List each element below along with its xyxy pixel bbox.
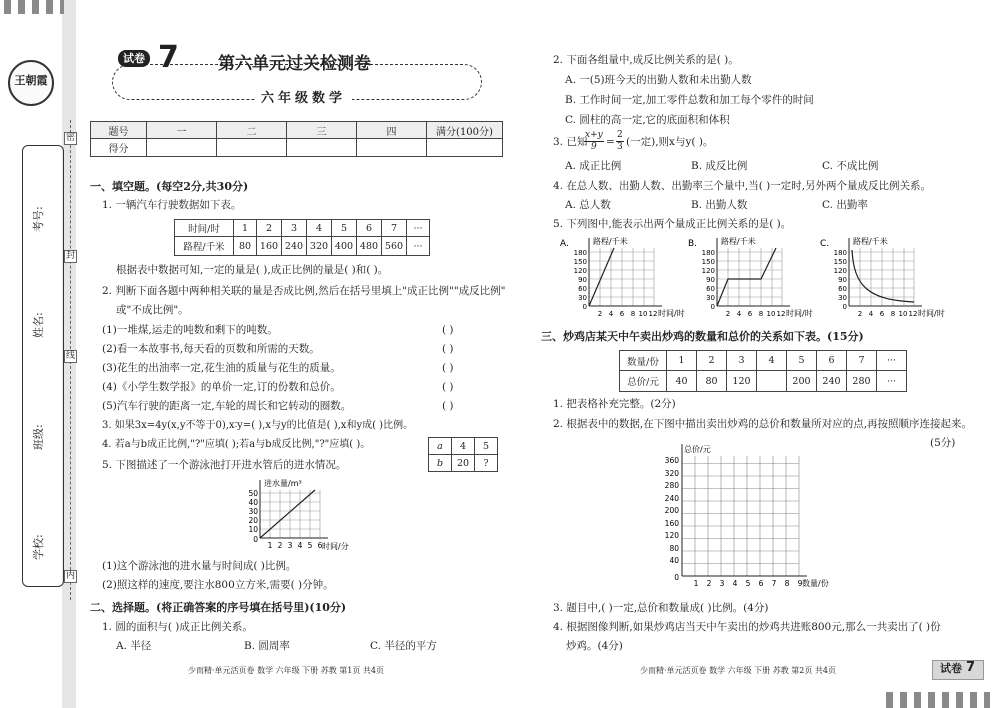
tick: 0 bbox=[253, 535, 258, 544]
label-exam-no: 考号: bbox=[32, 206, 45, 232]
binding-margin bbox=[0, 0, 76, 708]
tick: 60 bbox=[838, 285, 847, 293]
paper-subtitle: 六年级数学 bbox=[255, 91, 352, 107]
s1-q2-line1: 2. 判断下面各题中两种相关联的量是否成比例,然后在括号里填上"成正比例""成反比例" bbox=[102, 285, 506, 297]
tick: 30 bbox=[578, 294, 587, 302]
tick: 60 bbox=[706, 285, 715, 293]
tick: 2 bbox=[277, 541, 283, 550]
tbl-cell: a bbox=[429, 438, 452, 455]
tbl-cell: ··· bbox=[877, 351, 907, 371]
tbl-cell: 40 bbox=[667, 371, 697, 392]
section3-heading: 三、炒鸡店某天中午卖出炒鸡的数量和总价的关系如下表。(15分) bbox=[541, 330, 864, 343]
tick: 4 bbox=[736, 310, 742, 318]
score-col-total: 满分(100分) bbox=[427, 122, 503, 139]
tbl-cell: 200 bbox=[787, 371, 817, 392]
tbl-cell: 3 bbox=[727, 351, 757, 371]
s1-travel-table bbox=[174, 219, 430, 256]
logo-text: 王朝霞 bbox=[14, 74, 48, 87]
s2-q3-lead: 3. 已知 bbox=[553, 136, 588, 148]
tick: 30 bbox=[248, 507, 258, 516]
s2-q4-optC[interactable]: C. 出勤率 bbox=[822, 199, 868, 211]
s3-q2: 2. 根据表中的数据,在下图中描出卖出炒鸡的总价和数量所对应的点,再按照顺序连接起来。 bbox=[553, 418, 973, 430]
tick: 40 bbox=[248, 498, 258, 507]
score-col: 三 bbox=[287, 122, 357, 139]
paper-tag-number: 7 bbox=[966, 660, 976, 675]
tbl-cell: 总价/元 bbox=[620, 371, 667, 392]
s3-price-table bbox=[619, 350, 907, 392]
tick: 200 bbox=[664, 506, 679, 515]
tick: 50 bbox=[248, 489, 258, 498]
tick: 150 bbox=[833, 258, 847, 266]
tbl-cell: 20 bbox=[452, 455, 475, 472]
s1-q2-item: (2)看一本故事书,每天看的页数和所需的天数。 bbox=[102, 343, 320, 355]
s2-q2-optB[interactable]: B. 工作时间一定,加工零件总数和加工每个零件的时间 bbox=[565, 94, 814, 106]
score-cell[interactable] bbox=[287, 139, 357, 157]
tick: 30 bbox=[838, 294, 847, 302]
tick: 1 bbox=[267, 541, 273, 550]
tick: 320 bbox=[664, 469, 679, 478]
graph-c-curve bbox=[852, 250, 914, 302]
tick: 12 bbox=[776, 310, 786, 318]
footer-right: 少而精·单元活页卷 数学 六年级 下册 苏教 第2页 共4页 bbox=[640, 666, 836, 675]
tbl-cell: ··· bbox=[877, 371, 907, 392]
label-name: 姓名: bbox=[32, 312, 45, 338]
frac-den: 9 bbox=[590, 142, 597, 152]
tick: 8 bbox=[784, 579, 790, 588]
tick: 9 bbox=[797, 579, 803, 588]
tbl-cell: 240 bbox=[817, 371, 847, 392]
s2-q3-tail: (一定),则x与y( )。 bbox=[626, 136, 714, 148]
tbl-cell: 2 bbox=[697, 351, 727, 371]
tbl-cell: 80 bbox=[697, 371, 727, 392]
tbl-cell: 4 bbox=[757, 351, 787, 371]
score-cell[interactable] bbox=[427, 139, 503, 157]
tbl-cell: ··· bbox=[407, 220, 430, 237]
pool-graph bbox=[232, 476, 362, 554]
tbl-cell: 7 bbox=[847, 351, 877, 371]
section2-heading: 二、选择题。(将正确答案的序号填在括号里)(10分) bbox=[90, 601, 347, 614]
graph-b-label: B. bbox=[688, 239, 698, 249]
s2-q3-eq: = bbox=[606, 136, 615, 148]
tick: 4 bbox=[608, 310, 614, 318]
s1-q1-blank: 根据表中数据可知,一定的量是( ),成正比例的量是( )和( )。 bbox=[116, 264, 389, 276]
tick: 90 bbox=[578, 276, 587, 284]
score-table bbox=[90, 121, 503, 157]
tick: 0 bbox=[710, 303, 715, 311]
tick: 150 bbox=[701, 258, 715, 266]
tbl-cell: b bbox=[429, 455, 452, 472]
tick: 4 bbox=[297, 541, 303, 550]
answer-paren[interactable]: ( ) bbox=[442, 381, 454, 393]
tick: 5 bbox=[745, 579, 751, 588]
s2-q3-optB[interactable]: B. 成反比例 bbox=[691, 160, 748, 172]
tick: 0 bbox=[582, 303, 587, 311]
tick: 280 bbox=[664, 481, 679, 490]
paper-tag-label: 试卷 bbox=[940, 662, 962, 675]
s1-q2-item: (4)《小学生数学报》的单价一定,订的份数和总价。 bbox=[102, 381, 341, 393]
tick: 6 bbox=[747, 310, 753, 318]
tick: 2 bbox=[706, 579, 712, 588]
seal-char-1: 密 bbox=[66, 133, 76, 143]
s2-q3-fraction2 bbox=[616, 130, 624, 153]
pool-ylabel: 进水量/m³ bbox=[264, 479, 302, 488]
tick: 0 bbox=[674, 573, 679, 582]
s3-q1: 1. 把表格补充完整。(2分) bbox=[553, 398, 676, 410]
tick: 12 bbox=[648, 310, 658, 318]
tick: 120 bbox=[573, 267, 587, 275]
score-col: 四 bbox=[357, 122, 427, 139]
graph-xlabel: 时间/时 bbox=[658, 309, 685, 318]
pool-line bbox=[260, 490, 315, 538]
s1-q4: 4. 若a与b成正比例,"?"应填( );若a与b成反比例,"?"应填( )。 bbox=[102, 439, 371, 450]
tick: 120 bbox=[701, 267, 715, 275]
pool-yticks bbox=[248, 489, 258, 544]
score-cell[interactable] bbox=[147, 139, 217, 157]
s1-q1: 1. 一辆汽车行驶数据如下表。 bbox=[102, 199, 242, 211]
price-ylabel: 总价/元 bbox=[684, 445, 711, 454]
s2-q3-optA[interactable]: A. 成正比例 bbox=[565, 160, 622, 172]
graph-c-label: C. bbox=[820, 239, 830, 249]
graph-c[interactable] bbox=[820, 236, 945, 318]
tbl-cell: 6 bbox=[357, 220, 382, 237]
tbl-cell: 5 bbox=[787, 351, 817, 371]
tick: 10 bbox=[898, 310, 908, 318]
s1-q3: 3. 如果3x=4y(x,y不等于0),x∶y=( ),x与y的比值是( ),x和y成( )比例。 bbox=[102, 420, 414, 431]
tick: 8 bbox=[890, 310, 896, 318]
graph-a-label: A. bbox=[560, 239, 569, 249]
s2-q3-fraction1 bbox=[584, 130, 604, 153]
tbl-cell: 5 bbox=[475, 438, 498, 455]
tbl-cell: 2 bbox=[257, 220, 282, 237]
tick: 10 bbox=[638, 310, 648, 318]
tbl-cell: 3 bbox=[282, 220, 307, 237]
tick: 8 bbox=[630, 310, 636, 318]
tick: 160 bbox=[664, 519, 679, 528]
seal-char-4: 内 bbox=[66, 571, 76, 581]
s2-q4: 4. 在总人数、出勤人数、出勤率三个量中,当( )一定时,另外两个量成反比例关系。 bbox=[553, 180, 932, 192]
s2-q2: 2. 下面各组量中,成反比例关系的是( )。 bbox=[553, 54, 739, 66]
blank-cell[interactable] bbox=[757, 371, 787, 392]
tick: 6 bbox=[758, 579, 764, 588]
graph-b[interactable] bbox=[688, 236, 813, 318]
score-col: 二 bbox=[217, 122, 287, 139]
footer-left: 少而精·单元活页卷 数学 六年级 下册 苏教 第1页 共4页 bbox=[188, 666, 384, 675]
tick: 80 bbox=[669, 544, 679, 553]
s3-q3: 3. 题目中,( )一定,总价和数量成( )比例。(4分) bbox=[553, 602, 769, 614]
tick: 20 bbox=[248, 516, 258, 525]
tbl-cell: 5 bbox=[332, 220, 357, 237]
tick: 240 bbox=[664, 494, 679, 503]
label-class: 班级: bbox=[32, 424, 45, 450]
tbl-cell: 时间/时 bbox=[175, 220, 234, 237]
seal-char-3: 线 bbox=[66, 351, 76, 361]
s2-q2-optC[interactable]: C. 圆柱的高一定,它的底面积和体积 bbox=[565, 114, 730, 126]
score-cell[interactable] bbox=[217, 139, 287, 157]
score-col: 一 bbox=[147, 122, 217, 139]
price-yticks bbox=[665, 456, 680, 582]
graph-a[interactable] bbox=[560, 236, 685, 318]
answer-paren[interactable]: ( ) bbox=[442, 343, 454, 355]
tick: 4 bbox=[868, 310, 874, 318]
price-gridlines bbox=[682, 456, 799, 576]
tbl-cell: 320 bbox=[307, 237, 332, 256]
tbl-cell: 6 bbox=[817, 351, 847, 371]
logo-badge bbox=[8, 60, 54, 106]
s1-q2-item: (1)一堆煤,运走的吨数和剩下的吨数。 bbox=[102, 324, 278, 336]
tbl-cell: 数量/份 bbox=[620, 351, 667, 371]
paper-number: 7 bbox=[158, 40, 179, 75]
label-school: 学校: bbox=[32, 534, 45, 560]
graph-ylabel: 路程/千米 bbox=[593, 237, 628, 246]
tbl-cell: 路程/千米 bbox=[175, 237, 234, 256]
tick: 7 bbox=[771, 579, 777, 588]
tick: 180 bbox=[701, 249, 715, 257]
tick: 30 bbox=[706, 294, 715, 302]
s1-ab-table bbox=[428, 437, 498, 472]
s2-q2-optA[interactable]: A. 一(5)班今天的出勤人数和未出勤人数 bbox=[565, 74, 752, 86]
answer-paren[interactable]: ( ) bbox=[442, 400, 454, 412]
s3-q4-line2: 炒鸡。(4分) bbox=[566, 640, 623, 652]
tbl-cell: 80 bbox=[234, 237, 257, 256]
tbl-cell: 1 bbox=[234, 220, 257, 237]
tbl-cell: 480 bbox=[357, 237, 382, 256]
tick: 3 bbox=[719, 579, 725, 588]
frac-num: x+y bbox=[585, 130, 603, 140]
s1-q5: 5. 下图描述了一个游泳池打开进水管后的进水情况。 bbox=[102, 459, 347, 471]
answer-paren[interactable]: ( ) bbox=[442, 324, 454, 336]
graph-ylabel: 路程/千米 bbox=[721, 237, 756, 246]
tick: 120 bbox=[833, 267, 847, 275]
price-xlabel: 数量/份 bbox=[802, 579, 829, 588]
option-graphs bbox=[556, 234, 956, 320]
s2-q1-optA[interactable]: A. 半径 bbox=[116, 640, 152, 652]
tick: 90 bbox=[838, 276, 847, 284]
tbl-cell: 120 bbox=[727, 371, 757, 392]
tick: 40 bbox=[669, 556, 679, 565]
graph-xlabel: 时间/时 bbox=[786, 309, 813, 318]
s2-q1-optC[interactable]: C. 半径的平方 bbox=[370, 640, 437, 652]
graph-xlabel: 时间/时 bbox=[918, 309, 945, 318]
tick: 0 bbox=[842, 303, 847, 311]
s2-q1-optB[interactable]: B. 圆周率 bbox=[244, 640, 290, 652]
tbl-cell: ? bbox=[475, 455, 498, 472]
top-stripes bbox=[4, 0, 64, 14]
answer-paren[interactable]: ( ) bbox=[442, 362, 454, 374]
tick: 90 bbox=[706, 276, 715, 284]
score-row-label: 题号 bbox=[91, 122, 147, 139]
s1-q5-2: (2)照这样的速度,要注水800立方米,需要( )分钟。 bbox=[102, 579, 334, 591]
tick: 180 bbox=[833, 249, 847, 257]
tbl-cell: 160 bbox=[257, 237, 282, 256]
tick: 3 bbox=[287, 541, 293, 550]
tick: 6 bbox=[317, 541, 323, 550]
tick: 8 bbox=[758, 310, 764, 318]
tick: 60 bbox=[578, 285, 587, 293]
tbl-cell: 4 bbox=[452, 438, 475, 455]
tick: 150 bbox=[573, 258, 587, 266]
score-cell[interactable] bbox=[357, 139, 427, 157]
tick: 12 bbox=[908, 310, 918, 318]
graph-ylabel: 路程/千米 bbox=[853, 237, 888, 246]
pool-xticks bbox=[268, 541, 323, 550]
tbl-cell: 400 bbox=[332, 237, 357, 256]
s2-q4-optB[interactable]: B. 出勤人数 bbox=[691, 199, 748, 211]
s1-q2-item: (3)花生的出油率一定,花生油的质量与花生的质量。 bbox=[102, 362, 341, 374]
tick: 2 bbox=[857, 310, 863, 318]
tbl-cell: 240 bbox=[282, 237, 307, 256]
s1-q2-item: (5)汽车行驶的距离一定,车轮的周长和它转动的圈数。 bbox=[102, 400, 352, 412]
score-row-label: 得分 bbox=[91, 139, 147, 157]
s1-q5-1: (1)这个游泳池的进水量与时间成( )比例。 bbox=[102, 560, 297, 572]
bottom-stripes bbox=[886, 692, 990, 708]
tick: 180 bbox=[573, 249, 587, 257]
tick: 6 bbox=[879, 310, 885, 318]
tick: 2 bbox=[597, 310, 603, 318]
seal-char-2: 封 bbox=[66, 251, 76, 261]
tick: 360 bbox=[664, 456, 679, 465]
badge-label: 试卷 bbox=[118, 50, 150, 67]
s2-q4-optA[interactable]: A. 总人数 bbox=[565, 199, 611, 211]
tick: 10 bbox=[766, 310, 776, 318]
tick: 6 bbox=[619, 310, 625, 318]
s1-q2-line2: 或"不成比例"。 bbox=[116, 304, 189, 316]
tbl-cell: ··· bbox=[407, 237, 430, 256]
s2-q5: 5. 下列图中,能表示出两个量成正比例关系的是( )。 bbox=[553, 218, 792, 230]
tick: 4 bbox=[732, 579, 738, 588]
tbl-cell: 280 bbox=[847, 371, 877, 392]
tick: 1 bbox=[693, 579, 699, 588]
tbl-cell: 1 bbox=[667, 351, 697, 371]
tbl-cell: 7 bbox=[382, 220, 407, 237]
section1-heading: 一、填空题。(每空2分,共30分) bbox=[90, 180, 249, 193]
s3-q2-points: (5分) bbox=[930, 437, 956, 449]
s2-q1: 1. 圆的面积与( )成正比例关系。 bbox=[102, 621, 253, 633]
s3-q4-line1: 4. 根据图像判断,如果炒鸡店当天中午卖出的炒鸡共进账800元,那么一共卖出了( )份 bbox=[553, 621, 941, 633]
tick: 120 bbox=[664, 531, 679, 540]
tbl-cell: 560 bbox=[382, 237, 407, 256]
tbl-cell: 4 bbox=[307, 220, 332, 237]
tick: 2 bbox=[725, 310, 731, 318]
price-grid[interactable] bbox=[652, 440, 842, 590]
tick: 10 bbox=[248, 525, 258, 534]
frac-den: 3 bbox=[617, 142, 623, 152]
tick: 5 bbox=[307, 541, 313, 550]
pool-xlabel: 时间/分 bbox=[322, 542, 349, 551]
frac-num: 2 bbox=[617, 130, 623, 140]
price-xticks bbox=[694, 579, 803, 588]
s2-q3-optC[interactable]: C. 不成比例 bbox=[822, 160, 879, 172]
paper-title: 第六单元过关检测卷 bbox=[218, 54, 371, 74]
